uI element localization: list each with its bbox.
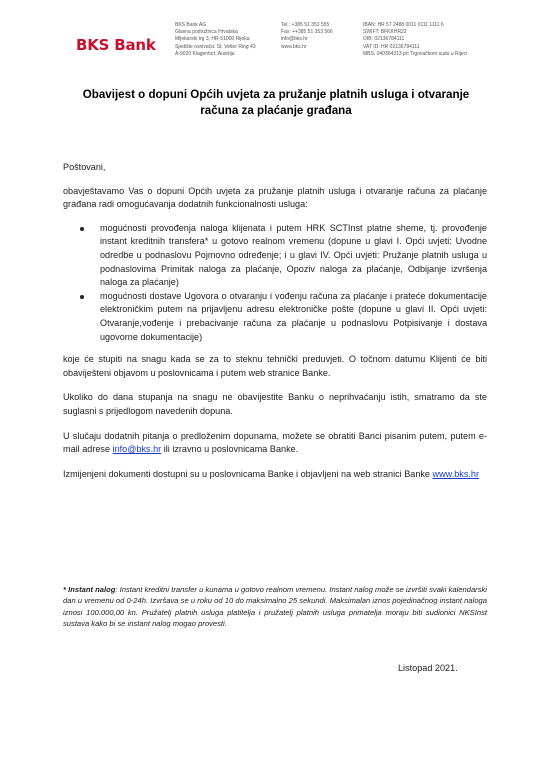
address-line: BKS Bank AG bbox=[175, 22, 207, 28]
effective-date-paragraph: koje će stupiti na snagu kada se za to steknu tehnički preduvjeti. O točnom datumu Klijenti će biti obaviješteni objavom u poslovnicama i putem web stranice Banke. bbox=[63, 354, 487, 378]
bullet-list bbox=[63, 222, 487, 344]
list-item bbox=[63, 290, 487, 344]
footnote-text: : Instant kreditni transfer u kunama u gotovo realnom vremenu. Instant nalog može se izvršiti svaki kalendarski dan u vremenu od 0-24h. Izvršava se u roku od 10 do maksimalno 25 sekundi. Maksimalan iznos pojedinačnog instant naloga iznosi 100.000,00 kn. Pružatelj platnih usluga platitelja i pružatelj platnih usluga primatelja moraju biti sudionici NKSInst sustava kako bi se instant nalog mogao provesti. bbox=[63, 585, 487, 629]
document-body bbox=[63, 161, 487, 492]
documents-text: Izmijenjeni dokumenti dostupni su u poslovnicama Banke i objavljeni na web stranici Banke bbox=[63, 468, 433, 479]
bank-registration-block bbox=[363, 22, 467, 58]
footnote-term: * Instant nalog bbox=[63, 585, 116, 594]
documents-paragraph bbox=[63, 468, 487, 482]
bank-contact-block bbox=[281, 22, 333, 51]
document-title: Obavijest o dopuni Općih uvjeta za pružanje platnih usluga i otvaranje računa za plaćanje građana bbox=[82, 88, 470, 117]
contact-line: info@bks.hr bbox=[281, 36, 308, 43]
registration-line: IBAN: HR 57 2488 0011 0111 1111 6 bbox=[363, 22, 444, 28]
contact-paragraph bbox=[63, 430, 487, 457]
registration-line: SWIFT: BFKKHR22 bbox=[363, 29, 407, 36]
address-line: Glavna podružnica Hrvatska bbox=[175, 29, 238, 36]
address-line: Mljekarski trg 3, HR-51000 Rijeka bbox=[175, 36, 250, 43]
bullet-icon bbox=[80, 227, 84, 231]
contact-text: U slučaju dodatnih pitanja o predloženim dopunama, možete se obratiti Banci pisanim putem, putem e-mail adrese bbox=[63, 430, 487, 455]
contact-line: Tel.: +385 51 353 555 bbox=[281, 22, 330, 28]
contact-text-end: ili izravno u poslovnicama Banke. bbox=[161, 444, 299, 455]
footnote bbox=[63, 584, 487, 630]
address-line: A-9020 Klagenfurt, Austrija bbox=[175, 50, 235, 57]
list-item-text: mogućnosti provođenja naloga klijenata i putem HRK SCTInst platne sheme, tj. provođenje instant kreditnih transfera* u gotovo realnom vremenu (dopune u glavi I. Opći uvjeti: Uvodne odredbe u podnaslovu Pojmovno određenje; i u glavi IV. Opći uvjeti: Pružanje platnih usluga u podnaslovima Primitak naloga za plaćanje, Opoziv naloga za plaćanje, Odbijanje izvršenja naloga za plaćanje) bbox=[100, 222, 487, 288]
email-link[interactable]: info@bks.hr bbox=[112, 444, 162, 455]
registration-line: OIB: 02136784111 bbox=[363, 36, 405, 43]
contact-line: www.bks.hr bbox=[281, 43, 307, 50]
contact-line: Fax: ++385 51 353 566 bbox=[281, 29, 333, 36]
list-item-text: mogućnosti dostave Ugovora o otvaranju i vođenju računa za plaćanje i prateće dokumentacije elektroničkim putem na prijavljenu adresu elektroničke pošte (dopune u glavi II. Opći uvjeti: Otvaranje,vođenje i prebacivanje računa za plaćanje u podnaslovu Potpisivanje i dostava ugovorne dokumentacije) bbox=[100, 290, 487, 342]
greeting: Poštovani, bbox=[63, 162, 106, 172]
registration-line: MBS: 040364313 pri Trgovačkom sudu u Rijeci bbox=[363, 50, 468, 57]
bank-address-block bbox=[175, 22, 256, 58]
website-link[interactable]: www.bks.hr bbox=[432, 468, 480, 479]
consent-paragraph: Ukoliko do dana stupanja na snagu ne obavijestite Banku o neprihvaćanju istih, smatramo da ste suglasni s prijedlogom navedenih dopuna. bbox=[63, 392, 487, 416]
list-item bbox=[63, 222, 487, 290]
bks-bank-logo: BKS Bank bbox=[76, 36, 156, 54]
address-line: Sjedište osnivača: St. Veiter Ring 43 bbox=[175, 43, 256, 50]
document-date: Listopad 2021. bbox=[398, 663, 458, 673]
letterhead bbox=[0, 18, 552, 68]
intro-paragraph: obavještavamo Vas o dopuni Općih uvjeta za pružanje platnih usluga i otvaranje računa za plaćanje građana radi omogućavanja dodatnih funkcionalnosti usluga: bbox=[63, 185, 487, 210]
registration-line: VAT ID: HR 02136784111 bbox=[363, 43, 420, 50]
bullet-icon bbox=[80, 295, 84, 299]
